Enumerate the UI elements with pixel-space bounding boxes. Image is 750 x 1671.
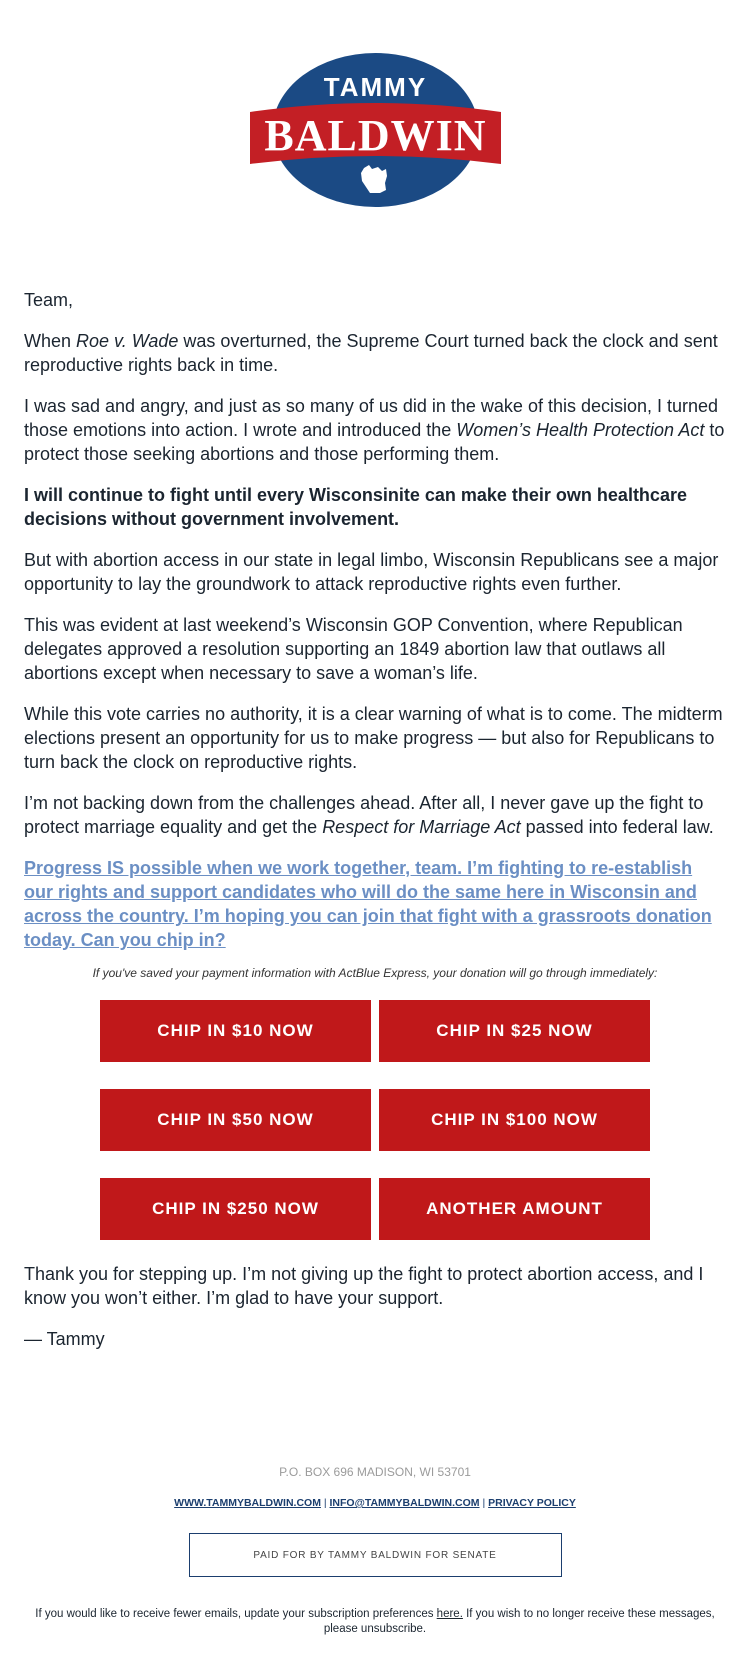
chip-in-50-button[interactable]: CHIP IN $50 NOW bbox=[100, 1089, 371, 1151]
text-segment: I was sad and angry, and just as so many of us did in the wake of this decision, I turned those emotions into action. I wrote and introduced the bbox=[24, 396, 719, 440]
rfma-title: Respect for Marriage Act bbox=[322, 817, 521, 837]
email-body bbox=[24, 288, 726, 1368]
text-segment: If you would like to receive fewer emails, update your subscription preferences bbox=[35, 1608, 437, 1620]
whpa-title: Women’s Health Protection Act bbox=[456, 420, 705, 440]
chip-in-100-button[interactable]: CHIP IN $100 NOW bbox=[379, 1089, 650, 1151]
closing-paragraph: Thank you for stepping up. I’m not giving up the fight to protect abortion access, and I know you won’t either. I’m glad to have your support. bbox=[24, 1264, 704, 1308]
paid-for-disclaimer: PAID FOR BY TAMMY BALDWIN FOR SENATE bbox=[189, 1533, 562, 1577]
website-link[interactable]: WWW.TAMMYBALDWIN.COM bbox=[174, 1497, 321, 1509]
text-segment: passed into federal law. bbox=[520, 817, 714, 837]
privacy-policy-link[interactable]: PRIVACY POLICY bbox=[488, 1497, 576, 1509]
donation-button-grid bbox=[24, 1000, 726, 1240]
text-segment: was overturned, the Supreme Court turned back the clock and sent reproductive rights back in time. bbox=[24, 331, 718, 375]
roe-title: Roe v. Wade bbox=[76, 331, 179, 351]
text-segment: to protect those seeking abortions and those performing them. bbox=[24, 420, 725, 464]
greeting: Team, bbox=[24, 290, 74, 310]
paragraph-convention: This was evident at last weekend’s Wisconsin GOP Convention, where Republican delegates approved a resolution supporting an 1849 abortion law that outlaws all abortions except when necessary to save a woman’s life. bbox=[24, 615, 683, 683]
chip-in-250-button[interactable]: CHIP IN $250 NOW bbox=[100, 1178, 371, 1240]
email-footer bbox=[0, 1465, 750, 1637]
text-segment: I’m not backing down from the challenges ahead. After all, I never gave up the fight to protect marriage equality and get the bbox=[24, 793, 704, 837]
link-separator: | bbox=[479, 1497, 489, 1509]
mailing-address: P.O. BOX 696 MADISON, WI 53701 bbox=[279, 1465, 471, 1479]
text-segment: If you wish to no longer receive these messages, please unsubscribe. bbox=[323, 1608, 715, 1635]
chip-in-10-button[interactable]: CHIP IN $10 NOW bbox=[100, 1000, 371, 1062]
link-separator: | bbox=[320, 1497, 330, 1509]
paragraph-whpa bbox=[24, 394, 726, 466]
logo-banner-text: BALDWIN bbox=[263, 111, 487, 160]
donation-cta-link[interactable]: Progress IS possible when we work together, team. I’m fighting to re-establish our rights and support candidates who will do the same here in Wisconsin and across the country. I’m hoping you can join that fight with a grassroots donation today. Can you chip in? bbox=[24, 858, 712, 950]
paragraph-limbo: But with abortion access in our state in legal limbo, Wisconsin Republicans see a major opportunity to lay the groundwork to attack reproductive rights even further. bbox=[24, 550, 719, 594]
logo-area bbox=[0, 52, 750, 217]
tammy-baldwin-logo bbox=[248, 52, 503, 217]
footer-links bbox=[0, 1497, 750, 1509]
actblue-express-note: If you've saved your payment information with ActBlue Express, your donation will go through immediately: bbox=[92, 966, 658, 980]
unsubscribe-text bbox=[0, 1607, 750, 1637]
subscription-preferences-link[interactable]: here. bbox=[436, 1608, 463, 1620]
chip-in-25-button[interactable]: CHIP IN $25 NOW bbox=[379, 1000, 650, 1062]
paragraph-midterms: While this vote carries no authority, it is a clear warning of what is to come. The midterm elections present an opportunity for us to make progress — but also for Republicans to turn back the clock on reproductive rights. bbox=[24, 704, 723, 772]
paragraph-roe bbox=[24, 329, 726, 377]
signoff: — Tammy bbox=[24, 1329, 105, 1349]
email-link[interactable]: INFO@TAMMYBALDWIN.COM bbox=[329, 1497, 480, 1509]
paragraph-commitment: I will continue to fight until every Wisconsinite can make their own healthcare decisions without government involvement. bbox=[24, 485, 687, 529]
another-amount-button[interactable]: ANOTHER AMOUNT bbox=[379, 1178, 650, 1240]
text-segment: When bbox=[24, 331, 77, 351]
logo-top-text: TAMMY bbox=[323, 72, 427, 102]
paragraph-marriage bbox=[24, 791, 726, 839]
